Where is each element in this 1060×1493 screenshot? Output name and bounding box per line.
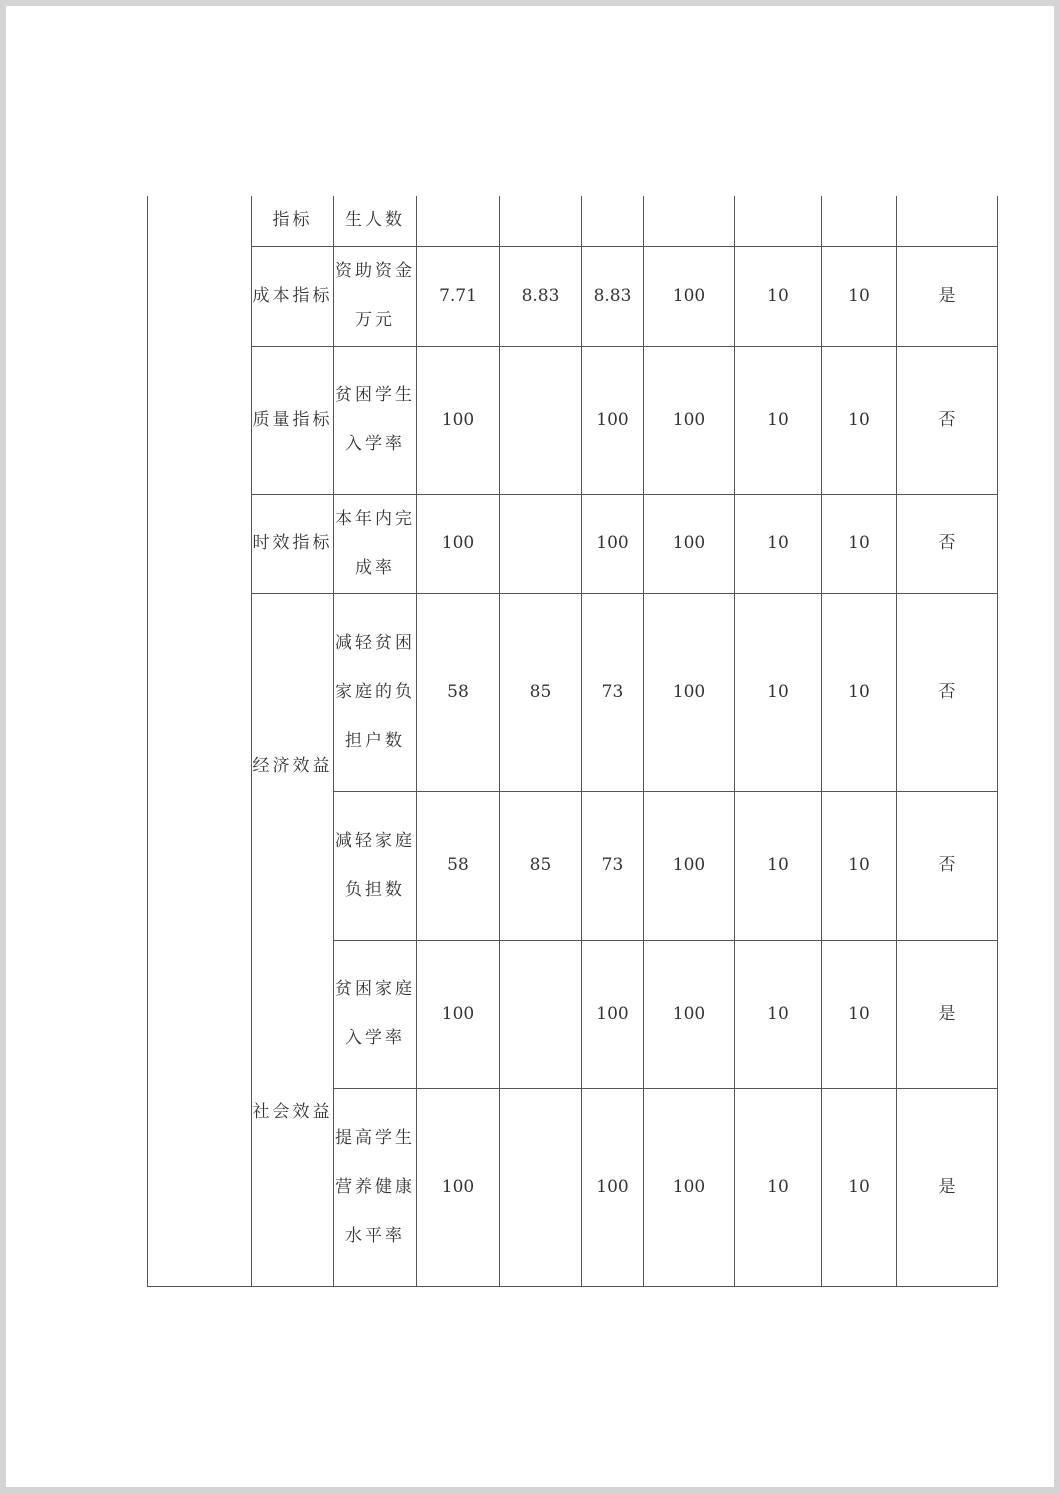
performance-indicator-table: [147, 196, 998, 1287]
value-cell: 73: [582, 791, 644, 940]
indicator-cell: 贫困家庭入学率: [334, 940, 417, 1088]
value-cell: [822, 196, 897, 246]
value-cell: 100: [582, 940, 644, 1088]
value-cell: 100: [417, 346, 500, 494]
value-cell: 10: [822, 494, 897, 593]
table-row: [148, 196, 998, 246]
value-cell: [735, 196, 822, 246]
value-cell: [582, 196, 644, 246]
flag-cell: 否: [897, 494, 998, 593]
value-cell: 10: [735, 593, 822, 791]
category-cell: 时效指标: [252, 494, 334, 593]
indicator-cell: 资助资金万元: [334, 246, 417, 346]
document-page: [6, 6, 1054, 1487]
flag-cell: 否: [897, 593, 998, 791]
category-cell: 成本指标: [252, 246, 334, 346]
category-cell: 指标: [252, 196, 334, 246]
outer-category-cell: [148, 196, 252, 1286]
value-cell: 100: [644, 494, 735, 593]
value-cell: 100: [582, 346, 644, 494]
category-cell: 质量指标: [252, 346, 334, 494]
value-cell: 10: [735, 494, 822, 593]
indicator-cell: 减轻贫困家庭的负担户数: [334, 593, 417, 791]
table-row: [148, 494, 998, 593]
indicator-cell: 提高学生营养健康水平率: [334, 1088, 417, 1286]
indicator-cell: 减轻家庭负担数: [334, 791, 417, 940]
flag-cell: 是: [897, 246, 998, 346]
value-cell: 10: [822, 346, 897, 494]
value-cell: 100: [644, 593, 735, 791]
table-row: [148, 246, 998, 346]
value-cell: [500, 494, 582, 593]
value-cell: 100: [644, 791, 735, 940]
flag-cell: 是: [897, 940, 998, 1088]
value-cell: [417, 196, 500, 246]
value-cell: 100: [644, 346, 735, 494]
value-cell: 10: [735, 346, 822, 494]
value-cell: 73: [582, 593, 644, 791]
indicator-cell: 贫困学生入学率: [334, 346, 417, 494]
value-cell: 85: [500, 791, 582, 940]
flag-cell: 是: [897, 1088, 998, 1286]
flag-cell: 否: [897, 346, 998, 494]
value-cell: 100: [417, 494, 500, 593]
value-cell: 10: [735, 246, 822, 346]
indicator-cell: 本年内完成率: [334, 494, 417, 593]
indicator-cell: 生人数: [334, 196, 417, 246]
value-cell: 100: [644, 940, 735, 1088]
value-cell: 100: [417, 940, 500, 1088]
value-cell: 10: [822, 791, 897, 940]
category-cell-economic: 经济效益: [252, 593, 334, 940]
value-cell: [500, 1088, 582, 1286]
value-cell: 100: [417, 1088, 500, 1286]
table-row: [148, 593, 998, 791]
value-cell: 10: [735, 940, 822, 1088]
flag-cell: [897, 196, 998, 246]
value-cell: [500, 196, 582, 246]
value-cell: 10: [735, 791, 822, 940]
value-cell: [500, 940, 582, 1088]
value-cell: 85: [500, 593, 582, 791]
category-cell-social: 社会效益: [252, 940, 334, 1286]
value-cell: 7.71: [417, 246, 500, 346]
value-cell: 10: [735, 1088, 822, 1286]
value-cell: 100: [644, 1088, 735, 1286]
value-cell: 10: [822, 593, 897, 791]
table-row: [148, 940, 998, 1088]
value-cell: 10: [822, 940, 897, 1088]
value-cell: 100: [582, 1088, 644, 1286]
value-cell: 58: [417, 791, 500, 940]
value-cell: 100: [582, 494, 644, 593]
value-cell: 58: [417, 593, 500, 791]
flag-cell: 否: [897, 791, 998, 940]
value-cell: 100: [644, 246, 735, 346]
value-cell: 10: [822, 1088, 897, 1286]
value-cell: 8.83: [500, 246, 582, 346]
value-cell: [644, 196, 735, 246]
value-cell: [500, 346, 582, 494]
value-cell: 8.83: [582, 246, 644, 346]
table-row: [148, 346, 998, 494]
value-cell: 10: [822, 246, 897, 346]
